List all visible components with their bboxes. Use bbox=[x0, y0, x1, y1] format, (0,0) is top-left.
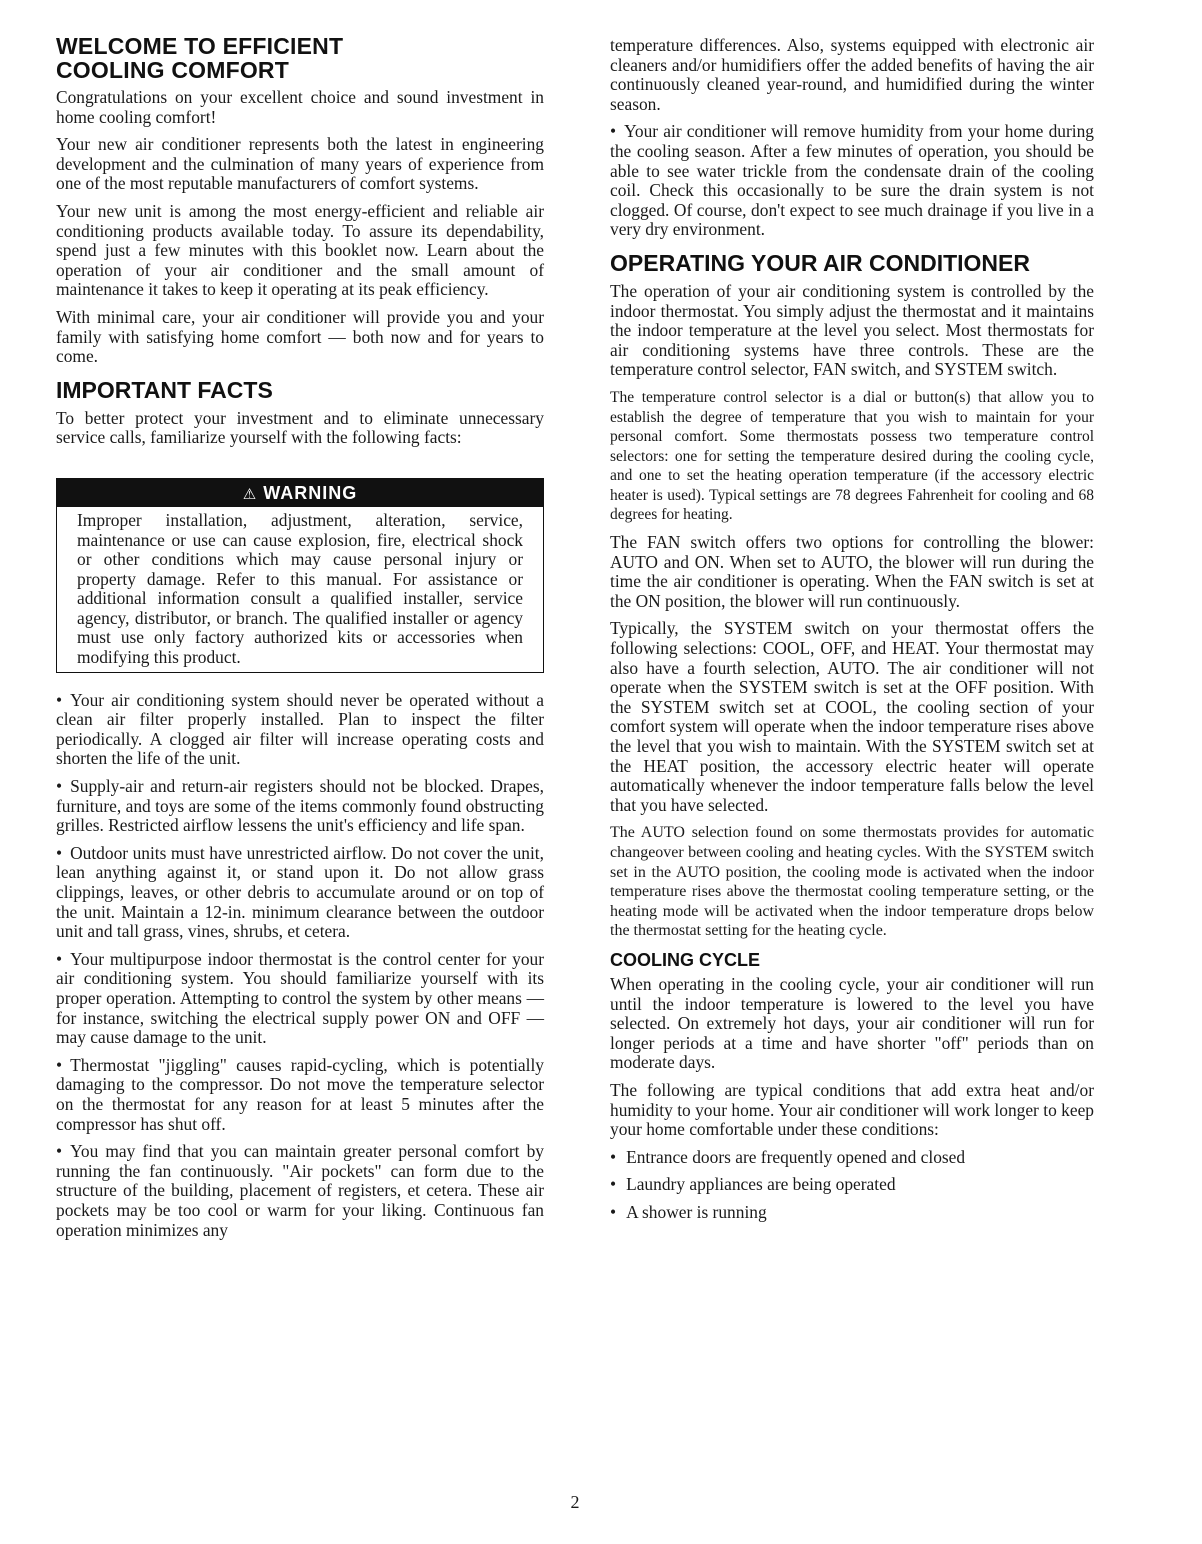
fact-item bbox=[56, 844, 544, 942]
list-item bbox=[610, 1175, 1094, 1195]
warning-label: WARNING bbox=[263, 482, 358, 503]
humidity-text: Your air conditioner will remove humidity from your home during the cooling season. After a few minutes of operation, you should be able to see water trickle from the condensate drain of the cooling coil. Check this occasionally to be sure the drain system is not clogged. Of course, don't expect to see much drainage if you live in a very dry environment. bbox=[610, 121, 1094, 240]
condition-text: Entrance doors are frequently opened and closed bbox=[626, 1146, 966, 1167]
fact-item bbox=[56, 691, 544, 769]
fact-text: You may find that you can maintain greater personal comfort by running the fan continuously. "Air pockets" can form due to the structure of the building, placement of registers, et cetera. These air pockets may be too cool or warm for your liking. Continuous fan operation minimizes any bbox=[56, 1141, 544, 1240]
fact-item bbox=[56, 777, 544, 836]
cooling-paragraph-1: When operating in the cooling cycle, your air conditioner will run until the indoor temperature is lowered to the level you have selected. On extremely hot days, your air conditioner will run for longer periods at a time and have shorter "off" periods than on moderate days. bbox=[610, 973, 1094, 1073]
warning-text: Improper installation, adjustment, alteration, service, maintenance or use can cause explosion, fire, electrical shock or other conditions which may cause personal injury or property damage. Refer to this manual. For assistance or additional information consult a qualified installer, service agency, distributor, or branch. The qualified installer or agency must use only factory authorized kits or accessories when modifying this product. bbox=[77, 509, 523, 668]
warning-triangle-icon: ⚠ bbox=[242, 485, 258, 503]
operating-paragraph-4: Typically, the SYSTEM switch on your thermostat offers the following selections: COOL, OFF, and HEAT. Your thermostat may also have a fourth selection, AUTO. The air conditioner will not operate when the SYSTEM switch is set at the OFF position. With the SYSTEM switch set at COOL, the cooling section of your comfort system will operate when the indoor temperature rises above the level that you wish to maintain. With the SYSTEM switch set at the HEAT position, the accessory electric heater will operate automatically whenever the indoor temperature falls below the level that you have selected. bbox=[610, 618, 1094, 815]
welcome-paragraph-3: Your new unit is among the most energy-efficient and reliable air conditioning products available today. To assure its dependability, spend just a few minutes with this booklet now. Learn about the operation of your air conditioner and the small amount of maintenance it takes to keep it operating at its peak efficiency. bbox=[56, 200, 544, 300]
bullet-icon: • bbox=[610, 1201, 617, 1222]
fact-text: Supply-air and return-air registers should not be blocked. Drapes, furniture, and toys are some of the items commonly found obstructing grilles. Restricted airflow lessens the unit's efficiency and life span. bbox=[56, 776, 544, 836]
welcome-paragraph-2: Your new air conditioner represents both the latest in engineering development and the culmination of many years of experience from one of the most reputable manufacturers of comfort systems. bbox=[56, 134, 544, 194]
operating-paragraph-2: The temperature control selector is a dial or button(s) that allow you to establish the degree of temperature that you wish to maintain for your personal comfort. Some thermostats possess two temperature control selectors: one for setting the temperature desired during the cooling cycle, and one to set the heating operation temperature (if the accessory electric heater is used). Typical settings are 78 degrees Fahrenheit for cooling and 68 degrees for heating. bbox=[610, 388, 1094, 524]
fact-item bbox=[56, 1056, 544, 1134]
page-title bbox=[56, 34, 544, 82]
fact-item bbox=[56, 950, 544, 1048]
warning-box bbox=[56, 478, 544, 673]
bullet-icon: • bbox=[56, 1141, 63, 1162]
warning-header bbox=[57, 479, 543, 507]
welcome-paragraph-1: Congratulations on your excellent choice and sound investment in home cooling comfort! bbox=[56, 87, 544, 127]
welcome-paragraph-4: With minimal care, your air conditioner will provide you and your family with satisfying home comfort — both now and for years to come. bbox=[56, 306, 544, 367]
fact-text: Thermostat "jiggling" causes rapid-cycling, which is potentially damaging to the compressor. Do not move the temperature selector on the thermostat for any reason for at least 5 minutes after the compressor has shut off. bbox=[56, 1054, 544, 1134]
continued-paragraph: temperature differences. Also, systems equipped with electronic air cleaners and/or humidifiers offer the added benefits of having the air continuously cleaned year-round, and humidified during the winter season. bbox=[610, 35, 1094, 114]
fact-text: Your multipurpose indoor thermostat is the control center for your air conditioning system. You should familiarize yourself with its proper operation. Attempting to control the system by other means — for instance, switching the electrical supply power ON and OFF — may cause damage to the unit. bbox=[56, 948, 544, 1048]
left-column bbox=[56, 34, 544, 1248]
bullet-icon: • bbox=[56, 689, 63, 710]
page-number: 2 bbox=[570, 1492, 580, 1512]
important-facts-intro: To better protect your investment and to eliminate unnecessary service calls, familiarize yourself with the following facts: bbox=[56, 407, 544, 448]
cooling-cycle-heading: COOLING CYCLE bbox=[610, 949, 761, 970]
list-item bbox=[610, 1203, 1094, 1223]
bullet-icon: • bbox=[56, 948, 63, 969]
fact-item bbox=[56, 1142, 544, 1240]
bullet-icon: • bbox=[56, 1054, 63, 1075]
important-facts-heading: IMPORTANT FACTS bbox=[56, 376, 273, 403]
right-column bbox=[610, 36, 1094, 1230]
bullet-icon: • bbox=[610, 1174, 617, 1195]
fact-text: Outdoor units must have unrestricted airflow. Do not cover the unit, lean anything against it, or stand upon it. Do not allow grass clippings, leaves, or other debris to accumulate around or on top of the unit. Maintain a 12-in. minimum clearance between the outdoor unit and tall grass, vines, shrubs, et cetera. bbox=[56, 842, 544, 942]
bullet-icon: • bbox=[56, 776, 63, 797]
condition-text: Laundry appliances are being operated bbox=[626, 1174, 896, 1195]
cooling-paragraph-2: The following are typical conditions that add extra heat and/or humidity to your home. Your air conditioner will work longer to keep your home comfortable under these conditions: bbox=[610, 1079, 1094, 1140]
fact-text: Your air conditioning system should never be operated without a clean air filter properly installed. Plan to inspect the filter periodically. A clogged air filter will increase operating costs and shorten the life of the unit. bbox=[56, 689, 544, 769]
condition-text: A shower is running bbox=[626, 1201, 767, 1222]
operating-paragraph-1: The operation of your air conditioning system is controlled by the indoor thermostat. You simply adjust the thermostat and it maintains the indoor temperature at the level you select. Most thermostats for air conditioning systems have three controls. These are the temperature control selector, FAN switch, and SYSTEM switch. bbox=[610, 280, 1094, 380]
bullet-icon: • bbox=[610, 1146, 617, 1167]
title-line-2: COOLING COMFORT bbox=[56, 57, 289, 83]
title-line-1: WELCOME TO EFFICIENT bbox=[56, 33, 344, 59]
bullet-icon: • bbox=[56, 842, 63, 863]
list-item bbox=[610, 1148, 1094, 1168]
bullet-icon: • bbox=[610, 121, 617, 142]
operating-paragraph-5: The AUTO selection found on some thermostats provides for automatic changeover between cooling and heating cycles. With the SYSTEM switch set in the AUTO position, the cooling mode is activated when the indoor temperature rises above the thermostat cooling temperature setting, or the heating mode will be activated when the indoor temperature drops below the thermostat setting for the heating cycle. bbox=[610, 824, 1094, 940]
conditions-list bbox=[610, 1148, 1094, 1223]
humidity-fact bbox=[610, 122, 1094, 240]
warning-body bbox=[57, 507, 543, 672]
operating-heading: OPERATING YOUR AIR CONDITIONER bbox=[610, 249, 1030, 276]
operating-paragraph-3: The FAN switch offers two options for controlling the blower: AUTO and ON. When set to AUTO, the blower will run during the time the air conditioner is operating. When the FAN switch is set at the ON position, the blower will run continuously. bbox=[610, 532, 1094, 611]
